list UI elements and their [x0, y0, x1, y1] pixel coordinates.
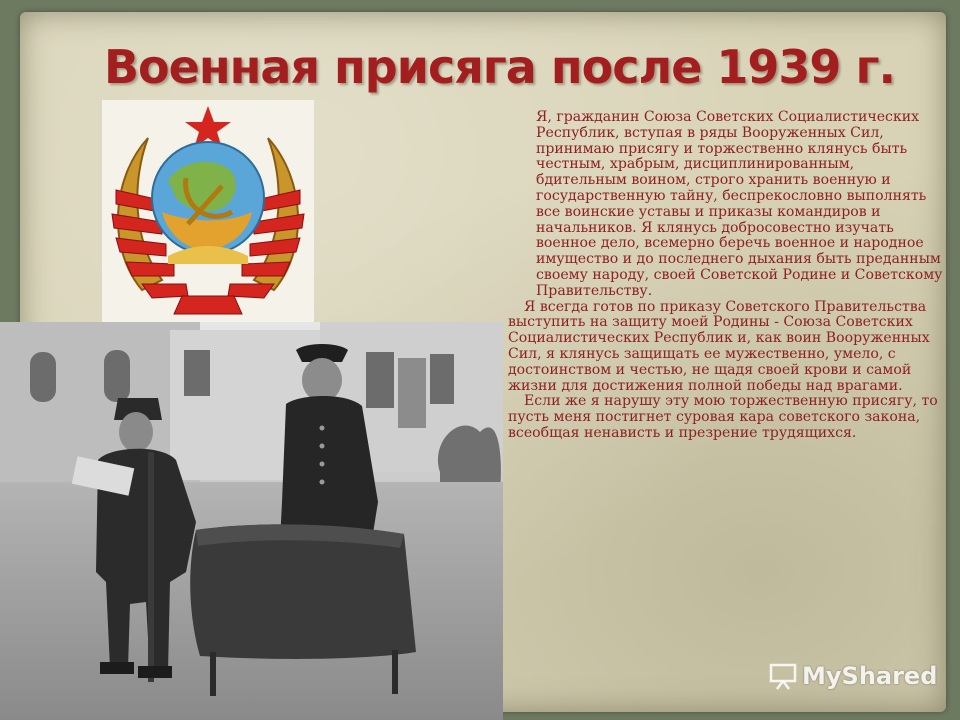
watermark-text: MyShared [802, 662, 938, 690]
oath-paragraph-3: Если же я нарушу эту мою торжественную присягу, то пусть меня постигнет суровая кара советского закона, всеобщая ненависть и презрение трудящихся. [508, 393, 938, 441]
projector-screen-icon [768, 661, 798, 691]
photo-graphic [0, 322, 503, 720]
oath-ceremony-photo [0, 322, 503, 720]
slide-title: Военная присяга после 1939 г. [104, 40, 895, 94]
oath-paragraph-1: Я, гражданин Союза Советских Социалистических Республик, вступая в ряды Вооруженных Сил, принимаю присягу и торжественно клянусь быть честным, храбрым, дисциплинированным, бдительным воином, строго хранить военную и государственную тайну, беспрекословно выполнять все воинские уставы и приказы командиров и начальников. Я клянусь добросовестно изучать военное дело, всемерно беречь военное и народное имущество и до последнего дыхания быть преданным своему народу, своей Советской Родине и Советскому Правительству. [536, 109, 943, 299]
oath-paragraph-2: Я всегда готов по приказу Советского Правительства выступить на защиту моей Родины - Союза Советских Социалистических Республик и, как воин Вооруженных Сил, я клянусь защищать ее мужественно, умело, с достоинством и честью, не щадя своей крови и самой жизни для достижения полной победы над врагами. [508, 298, 930, 394]
myshared-watermark [768, 656, 938, 696]
oath-text [508, 110, 948, 442]
ussr-emblem-image [102, 100, 314, 328]
emblem-graphic [102, 100, 314, 328]
